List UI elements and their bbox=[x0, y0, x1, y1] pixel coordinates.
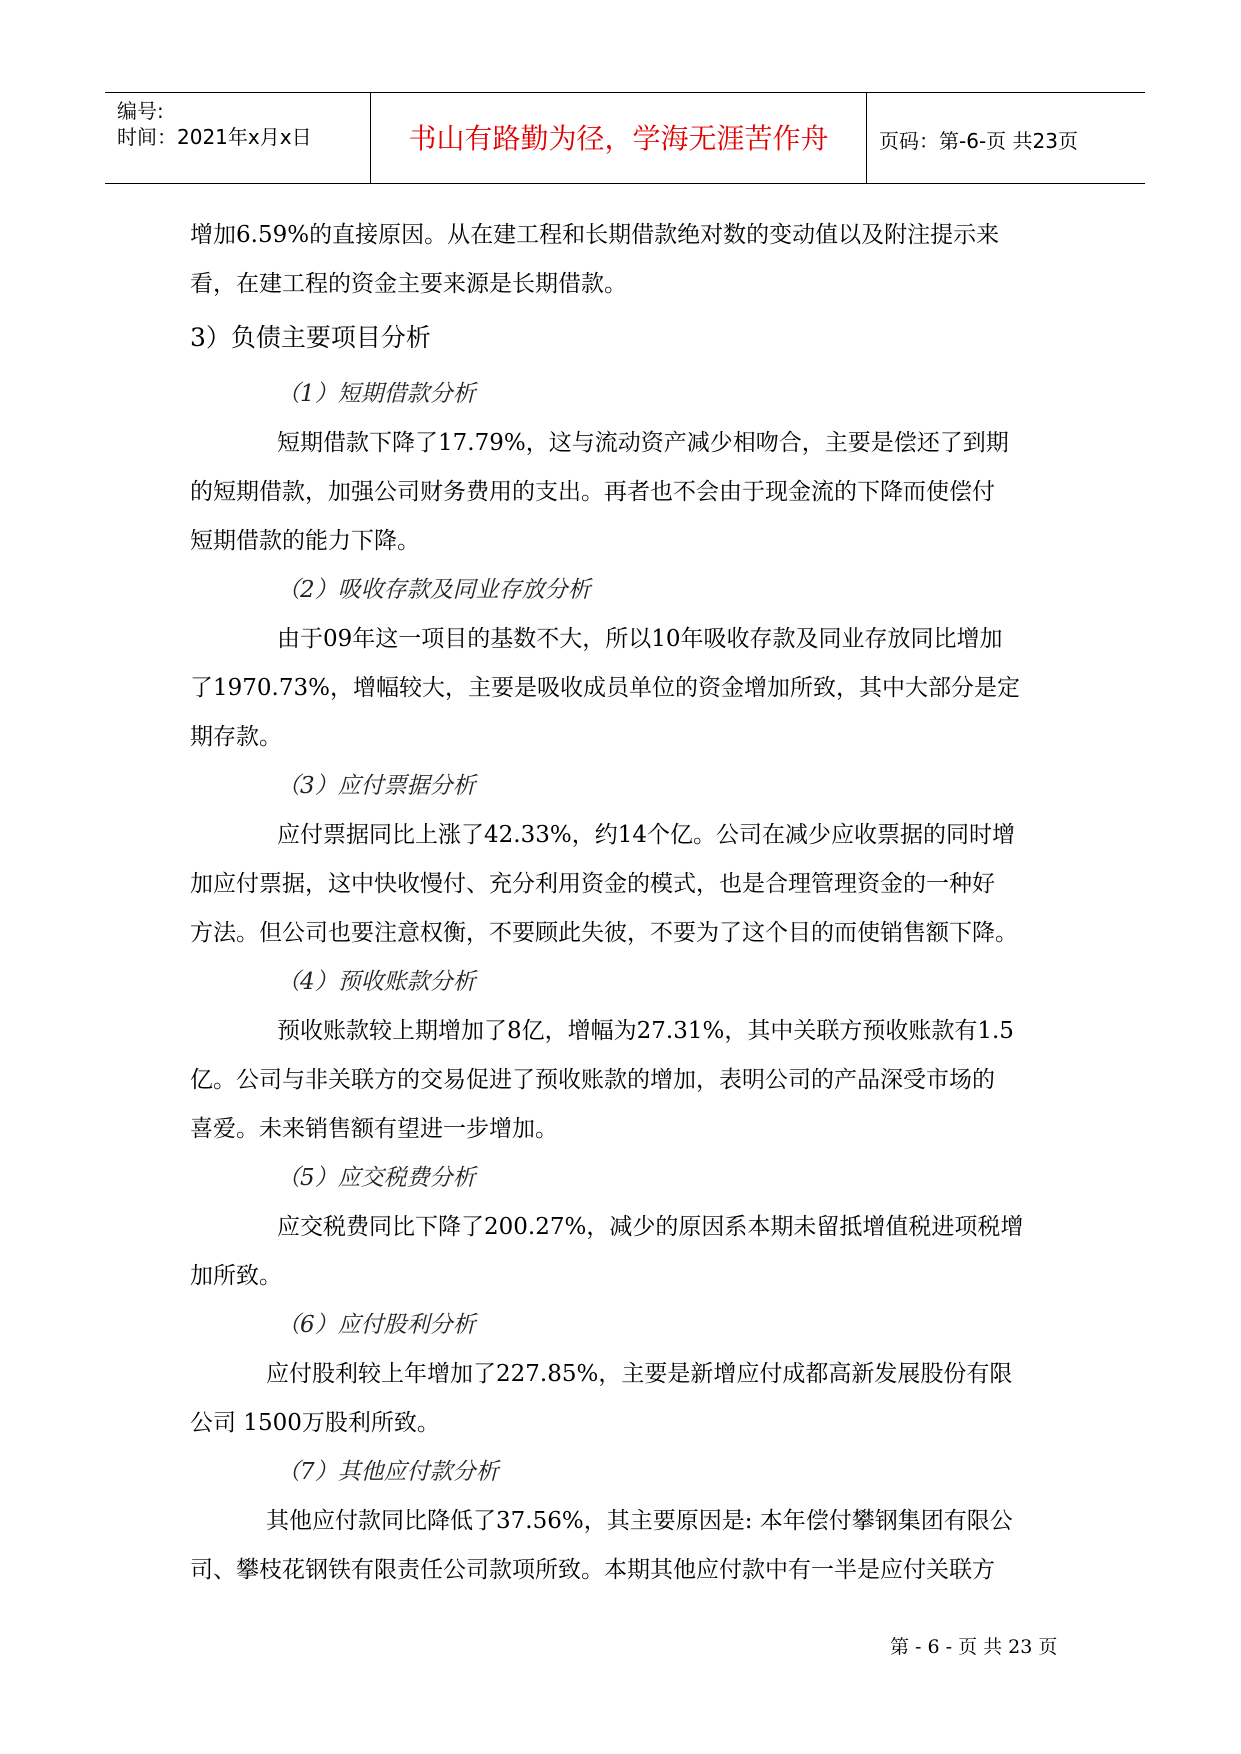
header-meta bbox=[105, 93, 370, 183]
paragraph-line: 方法。但公司也要注意权衡，不要顾此失彼，不要为了这个目的而使销售额下降。 bbox=[190, 920, 1018, 946]
subsection-heading: （6）应付股利分析 bbox=[277, 1312, 476, 1338]
paragraph-line: 加所致。 bbox=[190, 1263, 282, 1289]
paragraph-line: 应付票据同比上涨了42.33%，约14个亿。公司在减少应收票据的同时增 bbox=[277, 822, 1015, 848]
paragraph-line: 短期借款的能力下降。 bbox=[190, 528, 420, 554]
subsection-heading: （1）短期借款分析 bbox=[277, 381, 476, 407]
page-header bbox=[105, 92, 1145, 184]
paragraph-line: 短期借款下降了17.79%，这与流动资产减少相吻合，主要是偿还了到期 bbox=[277, 430, 1009, 456]
paragraph-line: 了1970.73%，增幅较大，主要是吸收成员单位的资金增加所致，其中大部分是定 bbox=[190, 675, 1020, 701]
page-footer: 第 - 6 - 页 共 23 页 bbox=[890, 1636, 1058, 1658]
header-page-label: 页码：第-6-页 共23页 bbox=[879, 129, 1078, 153]
subsection-heading: （7）其他应付款分析 bbox=[277, 1459, 499, 1485]
paragraph-line: 亿。公司与非关联方的交易促进了预收账款的增加，表明公司的产品深受市场的 bbox=[190, 1067, 995, 1093]
subsection-heading: （3）应付票据分析 bbox=[277, 773, 476, 799]
header-motto-cell bbox=[370, 93, 867, 183]
document-body bbox=[190, 211, 1060, 1595]
paragraph-line: 看，在建工程的资金主要来源是长期借款。 bbox=[190, 271, 627, 297]
header-motto: 书山有路勤为径，学海无涯苦作舟 bbox=[408, 122, 829, 155]
paragraph-line: 喜爱。未来销售额有望进一步增加。 bbox=[190, 1116, 558, 1142]
paragraph-line: 的短期借款，加强公司财务费用的支出。再者也不会由于现金流的下降而使偿付 bbox=[190, 479, 995, 505]
paragraph-line: 期存款。 bbox=[190, 724, 282, 750]
header-page-cell bbox=[867, 93, 1145, 183]
paragraph-line: 公司 1500万股利所致。 bbox=[190, 1410, 440, 1436]
subsection-heading: （5）应交税费分析 bbox=[277, 1165, 476, 1191]
paragraph-line: 应交税费同比下降了200.27%，减少的原因系本期未留抵增值税进项税增 bbox=[277, 1214, 1024, 1240]
paragraph-line: 增加6.59%的直接原因。从在建工程和长期借款绝对数的变动值以及附注提示来 bbox=[190, 222, 1000, 248]
paragraph-line: 应付股利较上年增加了227.85%，主要是新增应付成都高新发展股份有限 bbox=[266, 1361, 1013, 1387]
paragraph-line: 由于09年这一项目的基数不大，所以10年吸收存款及同业存放同比增加 bbox=[277, 626, 1003, 652]
paragraph-line: 加应付票据，这中快收慢付、充分利用资金的模式，也是合理管理资金的一种好 bbox=[190, 871, 995, 897]
subsection-heading: （4）预收账款分析 bbox=[277, 969, 476, 995]
paragraph-line: 司、攀枝花钢铁有限责任公司款项所致。本期其他应付款中有一半是应付关联方 bbox=[190, 1557, 995, 1583]
section-heading: 3）负债主要项目分析 bbox=[190, 323, 431, 352]
paragraph-line: 其他应付款同比降低了37.56%，其主要原因是: 本年偿付攀钢集团有限公 bbox=[266, 1508, 1013, 1534]
subsection-heading: （2）吸收存款及同业存放分析 bbox=[277, 577, 591, 603]
paragraph-line: 预收账款较上期增加了8亿，增幅为27.31%，其中关联方预收账款有1.5 bbox=[277, 1018, 1014, 1044]
serial-label: 编号: bbox=[117, 99, 164, 123]
time-label: 时间：2021年x月x日 bbox=[117, 125, 312, 149]
